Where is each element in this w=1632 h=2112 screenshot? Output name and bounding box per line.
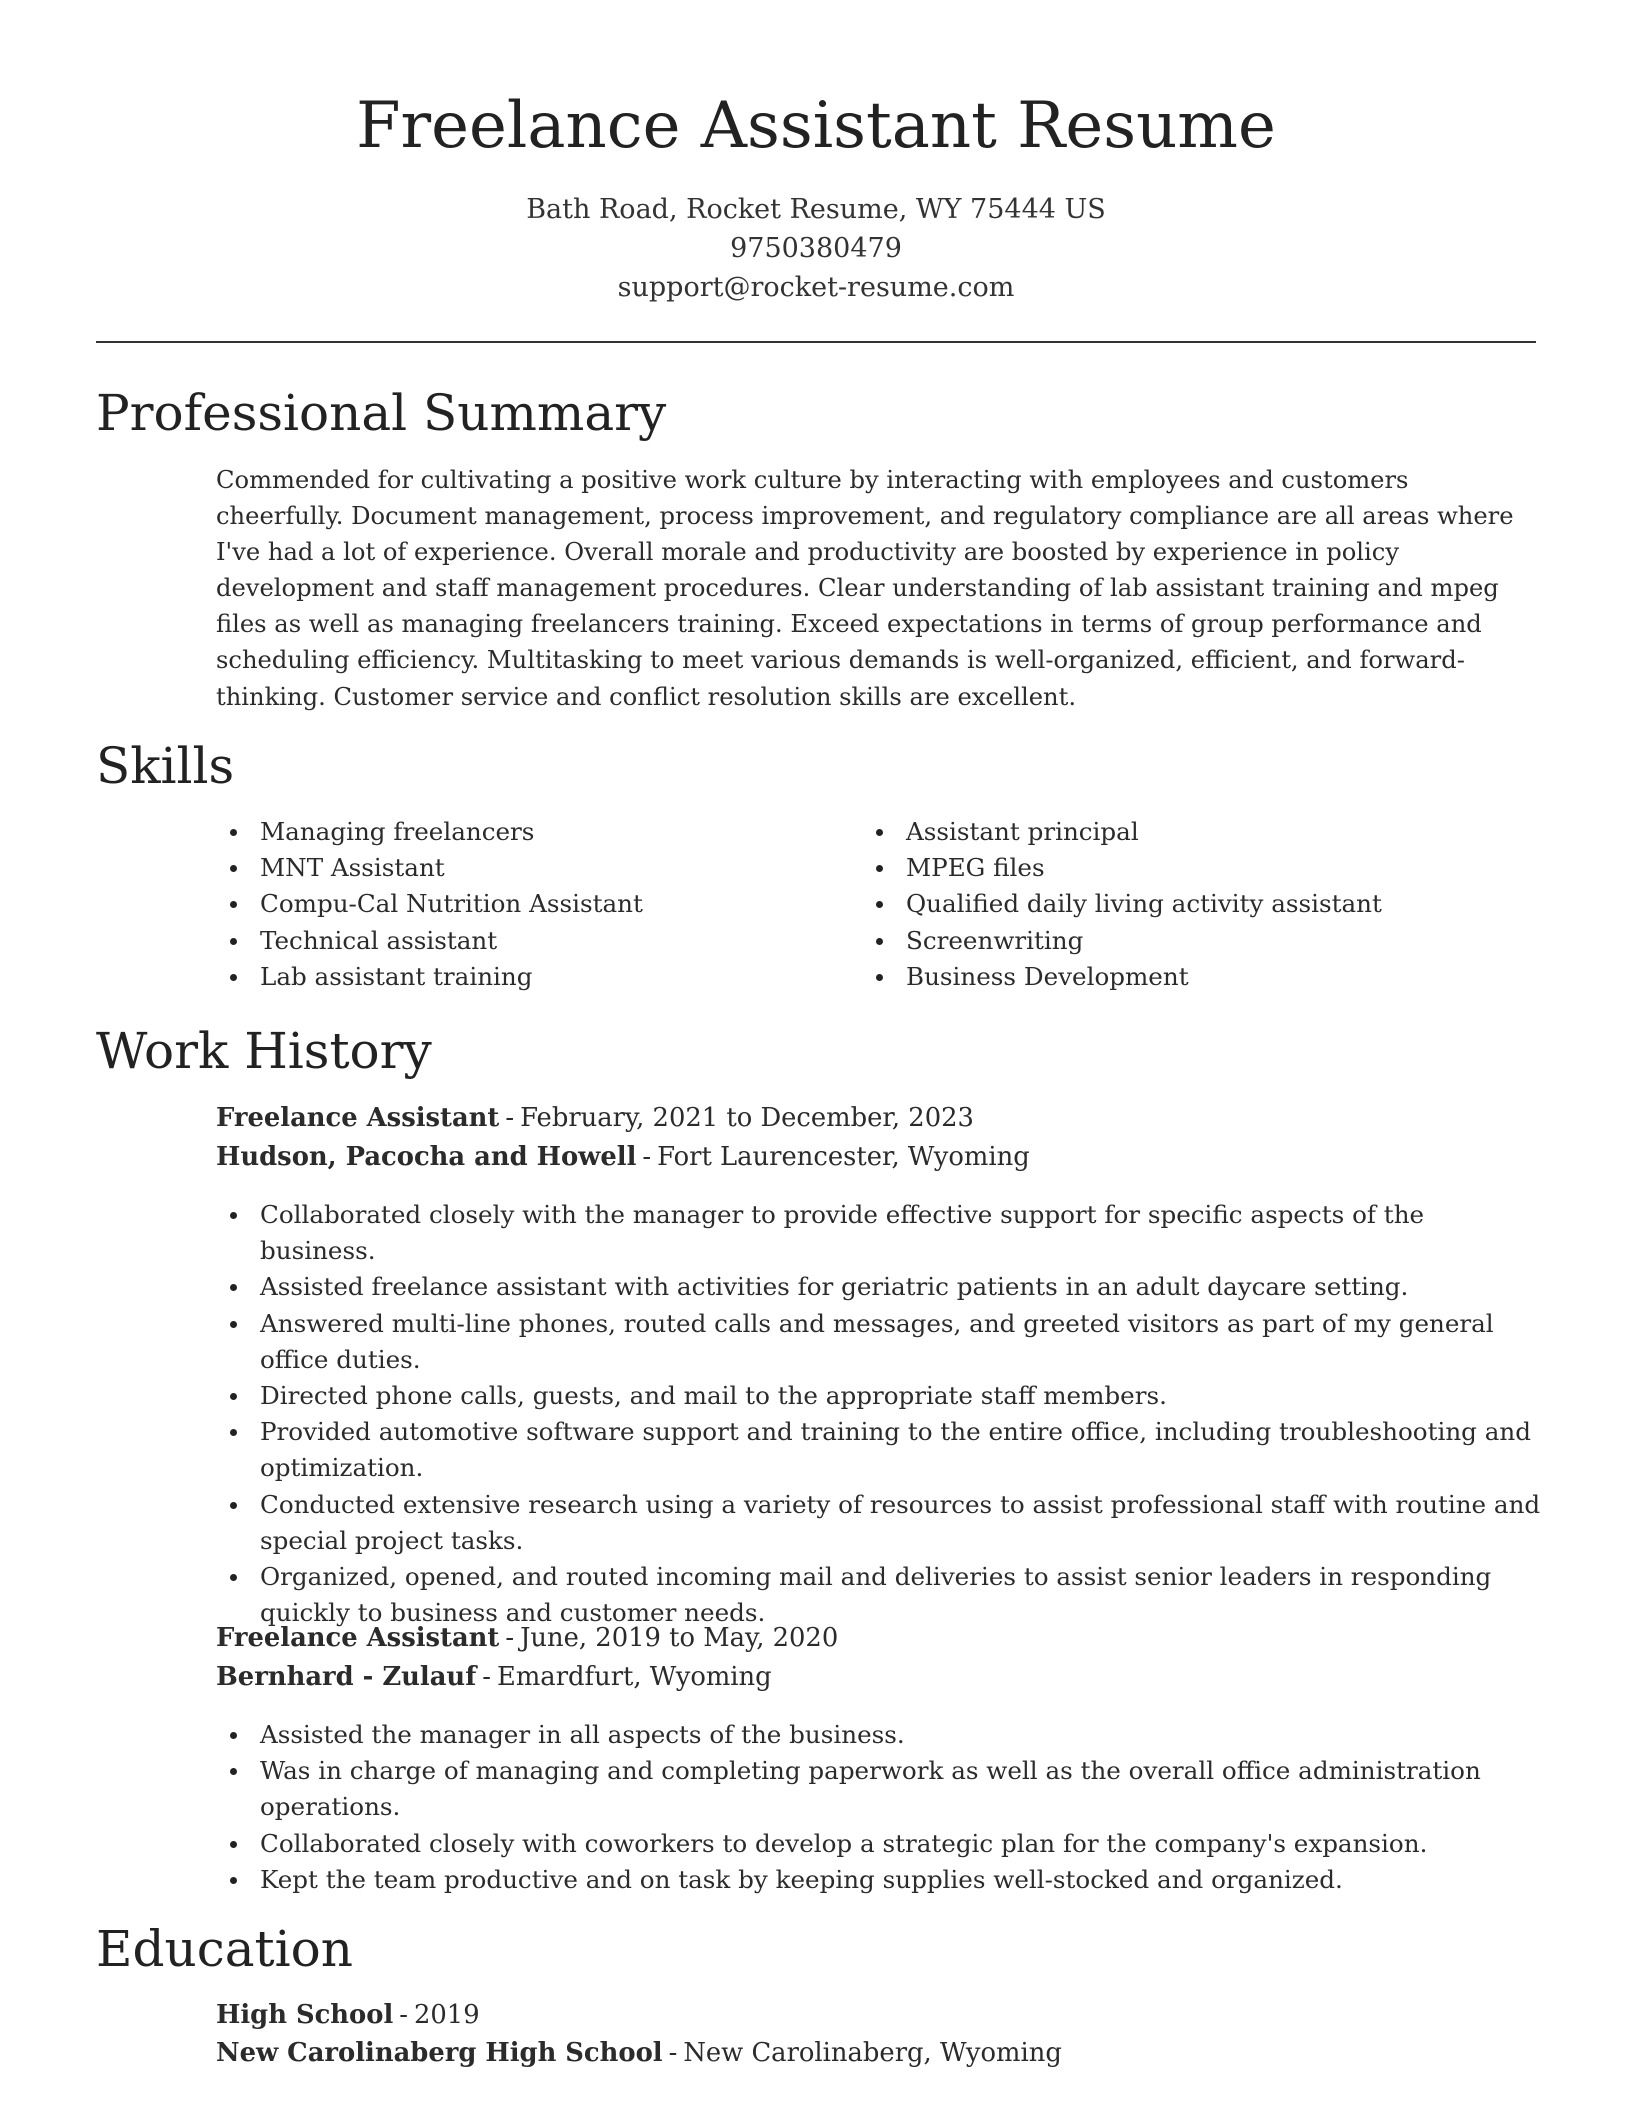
job-dates: February, 2021 to December, 2023 [520,1103,974,1133]
education-location: New Carolinaberg, Wyoming [683,2038,1062,2068]
skill-item: Lab assistant training [216,959,856,995]
resume-title: Freelance Assistant Resume [356,89,1276,163]
section-heading-work-history: Work History [96,1022,432,1080]
job-bullets [216,1717,1546,1898]
job-bullet: Organized, opened, and routed incoming mail and deliveries to assist senior leaders in responding quickly to business and customer needs. [216,1559,1546,1631]
job-bullets [216,1197,1546,1631]
contact-phone: 9750380479 [730,233,902,264]
job-title-line [216,1099,974,1137]
skill-item: MNT Assistant [216,850,856,886]
job-company: Bernhard - Zulauf [216,1662,477,1692]
section-heading-skills: Skills [96,737,235,795]
job-title: Freelance Assistant [216,1623,500,1653]
job-bullet: Assisted the manager in all aspects of the business. [216,1717,1546,1753]
education-degree-line [216,1996,480,2034]
skill-item: Screenwriting [862,923,1542,959]
education-school: New Carolinaberg High School [216,2038,663,2068]
summary-text: Commended for cultivating a positive work culture by interacting with employees and customers cheerfully. Document management, process improvement, and regulatory compliance are all areas where I've had a lot of experience. Overall morale and productivity are boosted by experience in policy development and staff management procedures. Clear understanding of lab assistant training and mpeg files as well as managing freelancers training. Exceed expectations in terms of group performance and scheduling efficiency. Multitasking to meet various demands is well-organized, efficient, and forward-thinking. Customer service and conflict resolution skills are excellent. [216,466,1514,711]
job-company-line [216,1138,1030,1176]
header-divider [96,341,1536,343]
job-title: Freelance Assistant [216,1103,500,1133]
separator: - [505,1623,515,1653]
job-company: Hudson, Pacocha and Howell [216,1142,637,1172]
separator: - [668,2038,678,2068]
job-bullet: Kept the team productive and on task by keeping supplies well-stocked and organized. [216,1862,1546,1898]
job-bullet: Collaborated closely with the manager to provide effective support for specific aspects of the business. [216,1197,1546,1269]
skill-item: Business Development [862,959,1542,995]
job-bullet: Directed phone calls, guests, and mail to the appropriate staff members. [216,1378,1546,1414]
job-dates: June, 2019 to May, 2020 [520,1623,839,1653]
job-location: Emardfurt, Wyoming [497,1662,772,1692]
job-bullet: Collaborated closely with coworkers to develop a strategic plan for the company's expansion. [216,1826,1546,1862]
separator: - [505,1103,515,1133]
skill-item: Compu-Cal Nutrition Assistant [216,886,856,922]
skills-list-right [862,814,1542,995]
separator: - [482,1662,492,1692]
job-bullet: Conducted extensive research using a variety of resources to assist professional staff with routine and special project tasks. [216,1487,1546,1559]
job-bullet: Provided automotive software support and training to the entire office, including troubleshooting and optimization. [216,1414,1546,1486]
job-bullet: Assisted freelance assistant with activities for geriatric patients in an adult daycare setting. [216,1269,1546,1305]
skill-item: Managing freelancers [216,814,856,850]
job-bullet: Was in charge of managing and completing paperwork as well as the overall office administration operations. [216,1753,1546,1825]
section-heading-education: Education [96,1920,353,1978]
job-title-line [216,1619,838,1657]
separator: - [642,1142,652,1172]
job-location: Fort Laurencester, Wyoming [657,1142,1030,1172]
contact-address: Bath Road, Rocket Resume, WY 75444 US [526,194,1106,225]
separator: - [399,2000,408,2030]
section-heading-summary: Professional Summary [96,384,667,442]
education-school-line [216,2034,1062,2072]
contact-email: support@rocket-resume.com [617,272,1015,303]
education-year: 2019 [413,2000,480,2030]
skill-item: MPEG files [862,850,1542,886]
education-degree: High School [216,2000,394,2030]
skills-list-left [216,814,856,995]
job-bullet: Answered multi-line phones, routed calls and messages, and greeted visitors as part of my general office duties. [216,1306,1546,1378]
skill-item: Technical assistant [216,923,856,959]
skill-item: Qualified daily living activity assistant [862,886,1542,922]
job-company-line [216,1658,772,1696]
skill-item: Assistant principal [862,814,1542,850]
